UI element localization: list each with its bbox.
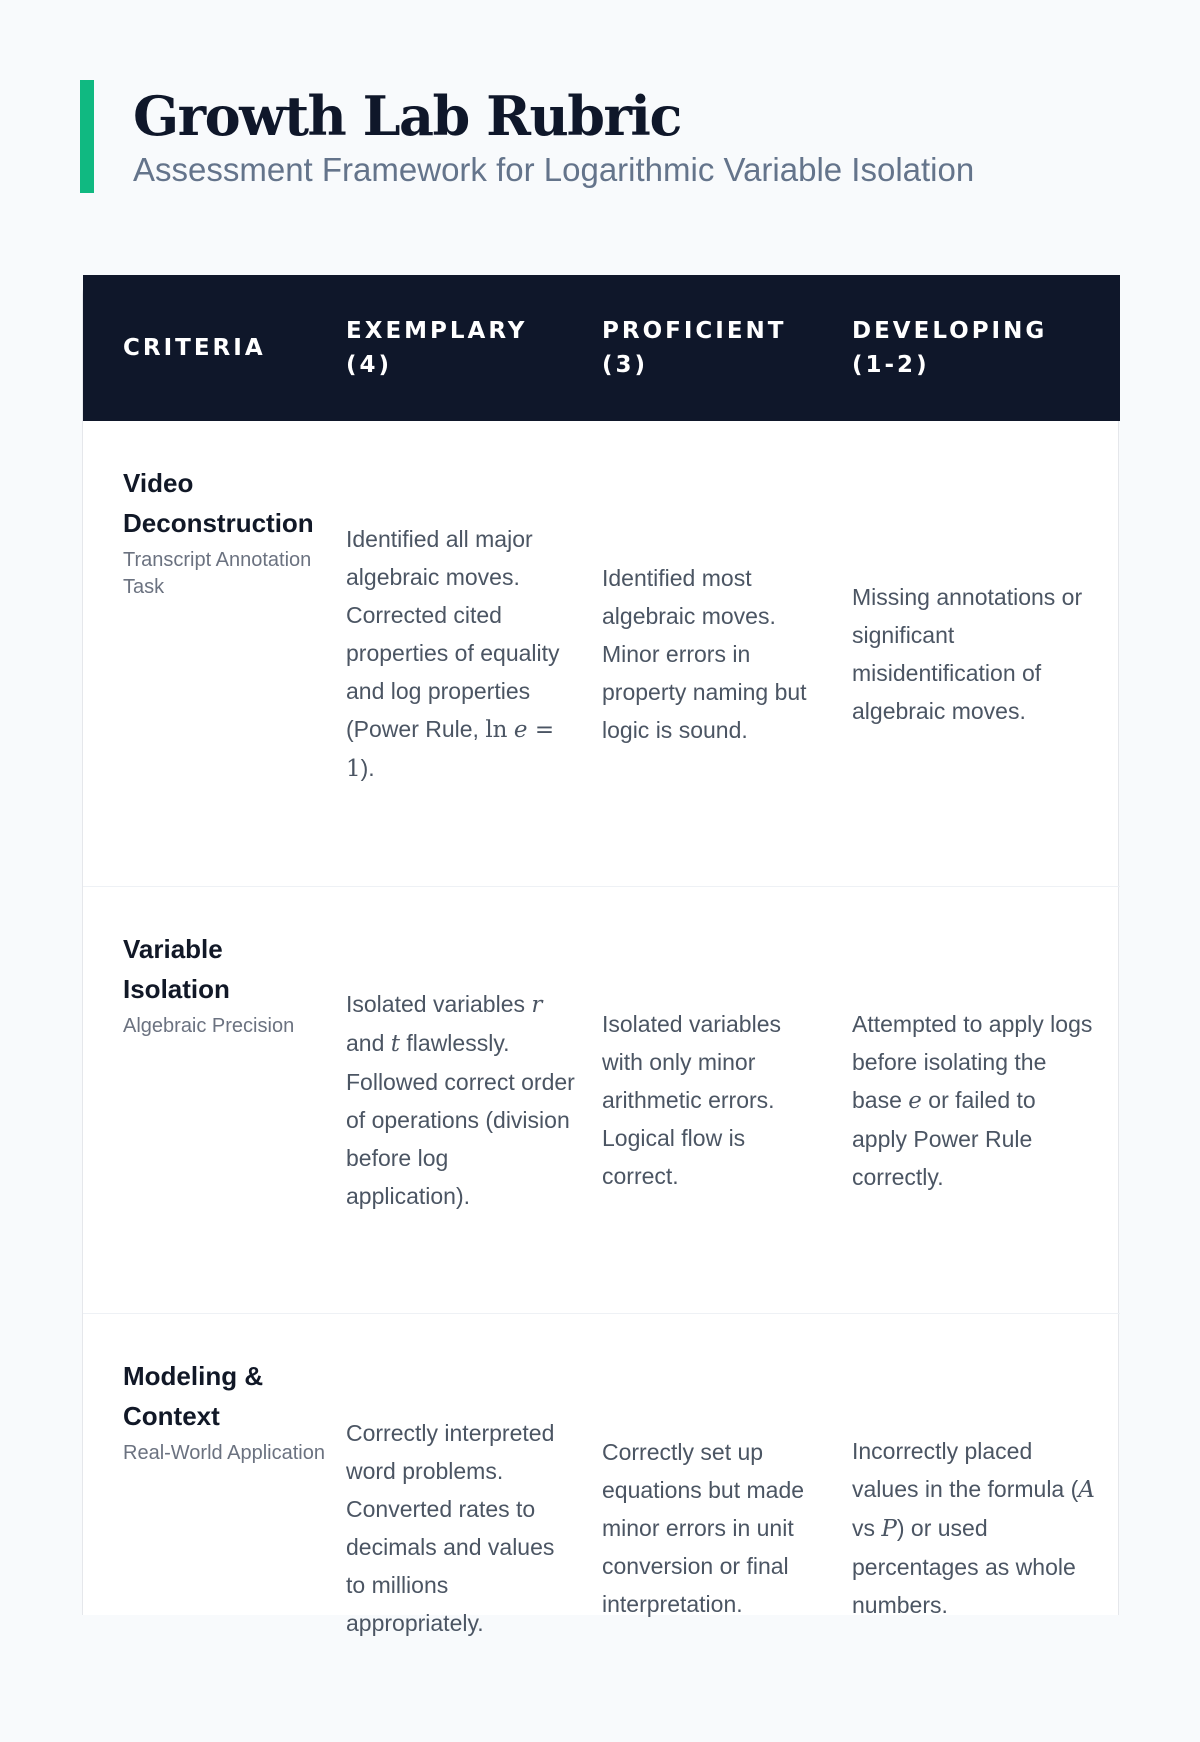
exemplary-text: Identified all major algebraic moves. Corrected cited properties of equality and log properties (Power Rule, <box>346 526 560 742</box>
table-header <box>83 275 1120 421</box>
math-variable-a: A <box>1078 1477 1095 1503</box>
page-subtitle: Assessment Framework for Logarithmic Variable Isolation <box>133 150 974 190</box>
table-row <box>83 421 1120 887</box>
math-ln: ln <box>485 717 507 743</box>
column-header-proficient <box>602 275 852 421</box>
math-variable-r: r <box>531 992 542 1018</box>
criteria-subtitle: Real-World Application <box>123 1440 326 1467</box>
exemplary-cell <box>346 1314 602 1742</box>
criteria-subtitle: Transcript Annotation Task <box>123 547 326 601</box>
criteria-subtitle: Algebraic Precision <box>123 1013 326 1040</box>
proficient-cell <box>602 1314 852 1742</box>
exemplary-text: Isolated variables <box>346 991 525 1017</box>
column-header-criteria-label: CRITERIA <box>123 335 266 361</box>
column-header-developing <box>852 275 1120 421</box>
exemplary-text-end: flawlessly. Followed correct order of operations (division before log application). <box>346 1030 575 1209</box>
column-header-exemplary <box>346 275 602 421</box>
table-row <box>83 887 1120 1314</box>
developing-cell <box>852 421 1120 887</box>
criteria-cell <box>83 421 346 887</box>
column-header-exemplary-score: (4) <box>346 352 392 378</box>
proficient-text: Isolated variables with only minor arithmetic errors. Logical flow is correct. <box>602 1011 781 1189</box>
math-variable-e: e <box>908 1088 922 1114</box>
exemplary-cell <box>346 421 602 887</box>
column-header-criteria <box>83 275 346 421</box>
exemplary-and: and <box>346 1030 384 1056</box>
criteria-name: Variable Isolation <box>123 929 326 1009</box>
developing-text-end: ) or used percentages as whole numbers. <box>852 1515 1076 1618</box>
math-e: e <box>514 717 528 743</box>
developing-text-end: or failed to apply Power Rule correctly. <box>852 1087 1036 1190</box>
developing-cell <box>852 887 1120 1314</box>
proficient-text: Identified most algebraic moves. Minor errors in property naming but logic is sound. <box>602 565 807 743</box>
developing-vs: vs <box>852 1515 875 1541</box>
criteria-name: Video Deconstruction <box>123 463 326 543</box>
proficient-text: Correctly set up equations but made minor errors in unit conversion or final interpretation. <box>602 1439 804 1617</box>
developing-text: Incorrectly placed values in the formula ( <box>852 1438 1078 1502</box>
criteria-name: Modeling & Context <box>123 1356 326 1436</box>
criteria-cell <box>83 887 346 1314</box>
column-header-proficient-label: PROFICIENT <box>602 318 786 344</box>
proficient-cell <box>602 887 852 1314</box>
column-header-exemplary-label: EXEMPLARY <box>346 318 527 344</box>
exemplary-cell <box>346 887 602 1314</box>
math-variable-t: t <box>391 1031 400 1057</box>
developing-text: Attempted to apply logs before isolating the base <box>852 1011 1092 1113</box>
criteria-cell <box>83 1314 346 1742</box>
column-header-proficient-score: (3) <box>602 352 648 378</box>
table-row <box>83 1314 1120 1742</box>
page-title: Growth Lab Rubric <box>133 84 974 148</box>
page-header <box>80 80 974 193</box>
math-equals-one: = 1 <box>346 717 554 782</box>
exemplary-text: Correctly interpreted word problems. Converted rates to decimals and values to millions appropriately. <box>346 1420 554 1636</box>
exemplary-text-end: ). <box>361 755 375 781</box>
column-header-developing-score: (1-2) <box>852 352 930 378</box>
developing-cell <box>852 1314 1120 1742</box>
proficient-cell <box>602 421 852 887</box>
developing-text: Missing annotations or significant misidentification of algebraic moves. <box>852 584 1082 724</box>
rubric-table-card <box>82 275 1119 1615</box>
column-header-developing-label: DEVELOPING <box>852 318 1047 344</box>
math-variable-p: P <box>881 1516 896 1542</box>
rubric-table <box>83 275 1120 1742</box>
